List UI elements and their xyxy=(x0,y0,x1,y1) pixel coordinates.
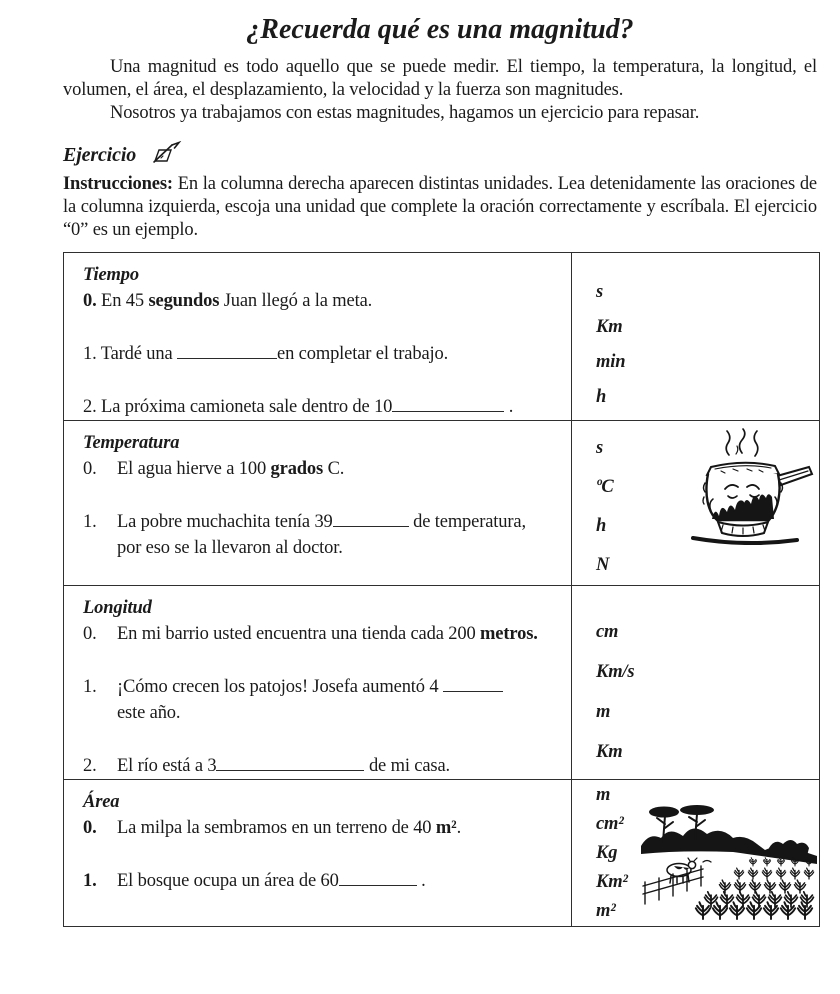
unit-option: min xyxy=(596,352,626,372)
sentence-text: por eso se la llevaron al doctor. xyxy=(117,538,343,558)
unit-option: cm² xyxy=(596,814,624,834)
table-row-longitud xyxy=(64,586,820,780)
answer-blank[interactable] xyxy=(216,760,364,771)
unit-option: ºC xyxy=(596,477,614,497)
sentence-text: En 45 xyxy=(96,291,149,311)
unit-option: h xyxy=(596,516,607,536)
table-row-temperatura xyxy=(64,421,820,586)
item-number: 2. xyxy=(83,756,97,776)
unit-option: Kg xyxy=(596,843,618,863)
sentence-text: ¡Cómo crecen los patojos! Josefa aumentó 4 xyxy=(117,677,443,697)
table-row-tiempo xyxy=(64,253,820,421)
answer-blank[interactable] xyxy=(339,875,417,886)
unit-option: h xyxy=(596,387,607,407)
category-title: Temperatura xyxy=(83,433,180,453)
exercise-sentence xyxy=(83,288,561,314)
item-number: 0. xyxy=(83,818,97,838)
exercise-sentence xyxy=(83,868,561,894)
table-row-area xyxy=(64,780,820,927)
unit-option: Km² xyxy=(596,872,628,892)
item-number: 1. xyxy=(83,871,97,891)
answer-blank[interactable] xyxy=(443,681,503,692)
answer-blank[interactable] xyxy=(333,516,409,527)
sentence-text: La milpa la sembramos en un terreno de 40 xyxy=(117,818,436,838)
sentence-text: metros. xyxy=(480,624,538,644)
intro-paragraph-1: Una magnitud es todo aquello que se puede medir. El tiempo, la temperatura, la longitud, el volumen, el área, el desplazamiento, la velocidad y la fuerza son magnitudes. xyxy=(63,57,817,100)
boiling-pot-illustration xyxy=(681,425,815,545)
exercise-heading-label: Ejercicio xyxy=(63,144,137,166)
unit-option: Km/s xyxy=(596,662,635,682)
unit-option: s xyxy=(596,438,604,458)
sentence-text: El bosque ocupa un área de 60 xyxy=(117,871,339,891)
sentence-text: En mi barrio usted encuentra una tienda cada 200 xyxy=(117,624,481,644)
sentence-text: 0. xyxy=(83,291,97,311)
sentence-text: m² xyxy=(435,818,457,838)
exercise-sentence xyxy=(83,509,561,561)
category-title: Área xyxy=(83,792,120,812)
exercise-sentence xyxy=(83,341,561,367)
unit-option: m² xyxy=(596,901,616,921)
sentence-text: C. xyxy=(323,459,345,479)
sentence-text: grados xyxy=(270,459,324,479)
answer-blank[interactable] xyxy=(392,401,504,412)
exercise-sentence xyxy=(83,674,561,726)
sentence-text: La pobre muchachita tenía 39 xyxy=(117,512,333,532)
sentence-text: de temperatura, xyxy=(408,512,526,532)
category-title: Tiempo xyxy=(83,265,139,285)
instructions-label: Instrucciones: xyxy=(63,174,173,194)
intro-paragraph-2: Nosotros ya trabajamos con estas magnitudes, hagamos un ejercicio para repasar. xyxy=(110,103,700,123)
unit-option: m xyxy=(596,702,611,722)
exercise-sentence xyxy=(83,394,561,420)
unit-option: N xyxy=(596,555,610,575)
unit-options xyxy=(572,586,819,772)
cornfield-illustration xyxy=(641,790,817,920)
unit-option: Km xyxy=(596,742,623,762)
exercise-heading xyxy=(63,141,817,167)
sentence-text: . xyxy=(416,871,426,891)
sentence-text: este año. xyxy=(117,703,181,723)
sentence-text: Juan llegó a la meta. xyxy=(219,291,373,311)
instructions xyxy=(63,173,817,242)
item-number: 1. xyxy=(83,677,97,697)
sentence-text: 2. La próxima camioneta sale dentro de 10 xyxy=(83,397,393,417)
exercise-sentence xyxy=(83,753,561,779)
exercise-sentence xyxy=(83,815,561,841)
item-number: 0. xyxy=(83,459,97,479)
sentence-text: El agua hierve a 100 xyxy=(117,459,271,479)
unit-option: s xyxy=(596,282,604,302)
item-number: 1. xyxy=(83,512,97,532)
sentence-text: El río está a 3 xyxy=(117,756,217,776)
sentence-text: segundos xyxy=(148,291,220,311)
exercise-table xyxy=(63,252,820,927)
item-number: 0. xyxy=(83,624,97,644)
exercise-sentence xyxy=(83,456,561,482)
writing-pen-icon xyxy=(152,148,182,170)
unit-option: cm xyxy=(596,622,619,642)
page-title: ¿Recuerda qué es una magnitud? xyxy=(246,14,634,45)
sentence-text: 1. Tardé una xyxy=(83,344,178,364)
unit-options xyxy=(572,253,819,415)
answer-blank[interactable] xyxy=(177,348,277,359)
instructions-text: En la columna derecha aparecen distintas unidades. Lea detenidamente las oraciones de la columna izquierda, escoja una unidad que complete la oración correctamente y escríbala. El ejercicio “0” es un ejemplo. xyxy=(63,174,817,240)
exercise-sentence xyxy=(83,621,561,647)
sentence-text: . xyxy=(456,818,462,838)
sentence-text: de mi casa. xyxy=(364,756,450,776)
sentence-text: . xyxy=(504,397,514,417)
category-title: Longitud xyxy=(83,598,152,618)
unit-option: m xyxy=(596,785,611,805)
sentence-text: en completar el trabajo. xyxy=(277,344,449,364)
unit-option: Km xyxy=(596,317,623,337)
